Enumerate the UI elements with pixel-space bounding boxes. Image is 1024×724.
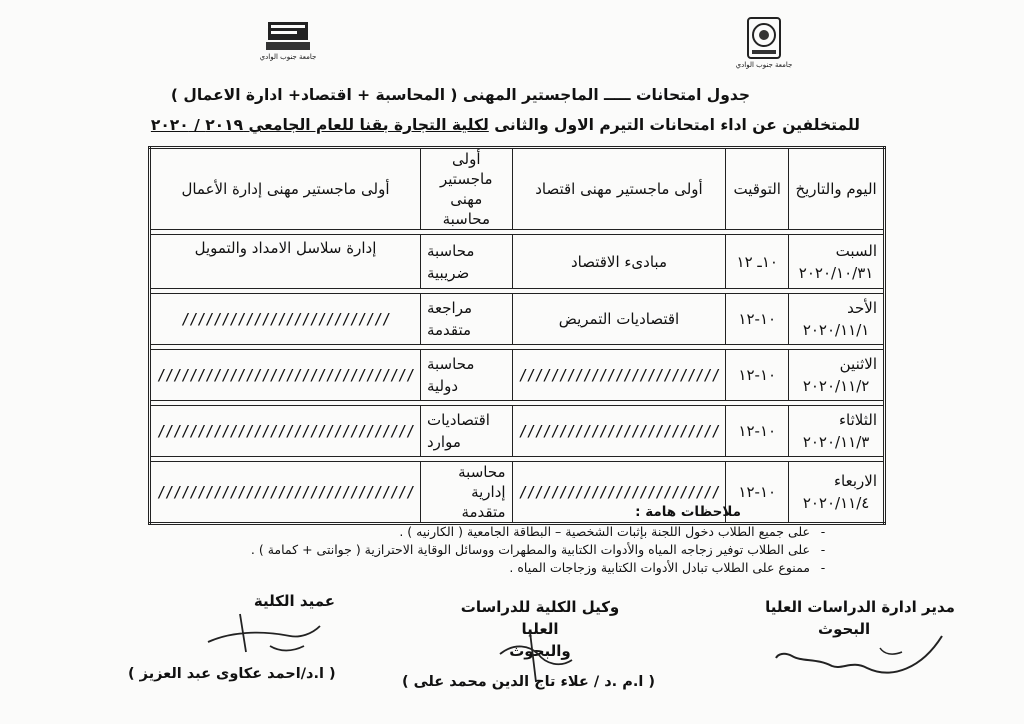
business-exam-cell: //////////////////////////////// xyxy=(150,462,421,524)
economics-exam-cell: ///////////////////////// xyxy=(512,350,726,401)
day-name: الاثنين xyxy=(839,355,877,373)
time-cell: ١٠-١٢ xyxy=(726,462,789,524)
economics-exam-cell: اقتصاديات التمريض xyxy=(512,294,726,345)
vice-dean-title-line2: والبحوث xyxy=(509,642,571,660)
exam-schedule-table xyxy=(148,146,886,525)
day-name: الأحد xyxy=(847,299,877,317)
university-logo xyxy=(735,16,793,69)
university-seal-icon xyxy=(746,16,782,60)
left-logo-caption: جامعة جنوب الوادي xyxy=(259,53,317,61)
header-accounting: أولى ماجستير مهنى محاسبة xyxy=(420,148,512,230)
accounting-exam-cell: مراجعة متقدمة xyxy=(420,294,512,345)
day-date: ٢٠٢٠/١١/٣ xyxy=(802,433,870,451)
day-date: ٢٠٢٠/١١/٤ xyxy=(802,494,870,512)
time-cell: ١٠-١٢ xyxy=(726,294,789,345)
dean-handwritten-signature xyxy=(200,612,330,662)
day-date: ٢٠٢٠/١١/١ xyxy=(802,321,870,339)
accounting-exam-cell: محاسبة إدارية متقدمة xyxy=(420,462,512,524)
dean-name: ( ا.د/احمد عكاوى عبد العزيز ) xyxy=(128,666,336,682)
day-name: السبت xyxy=(835,241,877,260)
director-title-line2: البحوث xyxy=(818,620,871,638)
header-time: التوقيت xyxy=(726,148,789,230)
vice-dean-handwritten-signature xyxy=(490,624,580,684)
day-cell xyxy=(789,294,885,345)
business-exam-cell: ////////////////////////// xyxy=(150,294,421,345)
dean-title: عميد الكلية xyxy=(253,592,335,610)
right-logo-caption: جامعة جنوب الوادي xyxy=(735,61,793,69)
vice-dean-name: ( ا.م .د / علاء تاج الدين محمد على ) xyxy=(402,674,656,690)
note-item: -على الطلاب توفير زجاجه المياه والأدوات الكتابية والمطهرات ووسائل الوقاية الاحترازية ( جوانتى + كمامة ) . xyxy=(250,542,826,557)
table-row xyxy=(150,350,885,401)
note-text: على جميع الطلاب دخول اللجنة بإثبات الشخصية – البطاقة الجامعية ( الكارنيه ) . xyxy=(399,524,810,539)
accounting-exam-cell: محاسبة ضريبية xyxy=(420,235,512,289)
header-economics: أولى ماجستير مهنى اقتصاد xyxy=(512,148,726,230)
subtitle-part-1: للمتخلفين عن اداء امتحانات التيرم الاول والثانى xyxy=(488,116,860,134)
note-item: -على جميع الطلاب دخول اللجنة بإثبات الشخصية – البطاقة الجامعية ( الكارنيه ) . xyxy=(399,524,826,539)
table-row xyxy=(150,294,885,345)
faculty-emblem-icon xyxy=(265,18,311,52)
note-text: ممنوع على الطلاب تبادل الأدوات الكتابية وزجاجات المياه . xyxy=(509,560,810,575)
economics-exam-cell: مبادىء الاقتصاد xyxy=(512,235,726,289)
note-item: -ممنوع على الطلاب تبادل الأدوات الكتابية وزجاجات المياه . xyxy=(509,560,826,575)
time-cell: ١٠-١٢ xyxy=(726,406,789,457)
time-cell: ١٠-١٢ xyxy=(726,350,789,401)
day-cell xyxy=(789,350,885,401)
document-subtitle xyxy=(150,116,860,134)
day-date: ٢٠٢٠/١٠/٣١ xyxy=(798,263,874,282)
economics-exam-cell: ///////////////////////// xyxy=(512,462,726,524)
business-exam-cell: إدارة سلاسل الامداد والتمويل xyxy=(150,235,421,289)
time-cell: ١٠ـ ١٢ xyxy=(726,235,789,289)
header-business-admin: أولى ماجستير مهنى إدارة الأعمال xyxy=(150,148,421,230)
business-exam-cell: //////////////////////////////// xyxy=(150,350,421,401)
notes-section xyxy=(136,504,836,578)
table-row xyxy=(150,235,885,289)
business-exam-cell: //////////////////////////////// xyxy=(150,406,421,457)
dean-signature-block xyxy=(165,590,335,612)
vice-dean-title: وكيل الكلية للدراسات العليا xyxy=(460,598,620,638)
accounting-exam-cell: اقتصاديات موارد xyxy=(420,406,512,457)
director-title: مدير ادارة الدراسات العليا xyxy=(765,598,955,616)
document-title: جدول امتحانات ـــــ الماجستير المهنى ( المحاسبة + اقتصاد+ ادارة الاعمال ) xyxy=(170,86,750,104)
header-day-date: اليوم والتاريخ xyxy=(789,148,885,230)
subtitle-part-2: لكلية التجارة بقنا للعام الجامعي ٢٠١٩ / ٢٠٢٠ xyxy=(150,116,489,134)
table-row xyxy=(150,406,885,457)
notes-title: ملاحظات هامة : xyxy=(635,504,741,520)
note-text: على الطلاب توفير زجاجه المياه والأدوات الكتابية والمطهرات ووسائل الوقاية الاحترازية ( جوانتى + كمامة ) . xyxy=(250,542,810,557)
accounting-exam-cell: محاسبة دولية xyxy=(420,350,512,401)
day-date: ٢٠٢٠/١١/٢ xyxy=(802,377,870,395)
faculty-logo xyxy=(258,18,318,61)
day-name: الثلاثاء xyxy=(838,411,877,429)
economics-exam-cell: ///////////////////////// xyxy=(512,406,726,457)
day-name: الاربعاء xyxy=(833,472,877,490)
day-cell xyxy=(789,235,885,289)
director-handwritten-signature xyxy=(772,628,952,688)
table-header-row xyxy=(150,148,885,230)
day-cell xyxy=(789,406,885,457)
